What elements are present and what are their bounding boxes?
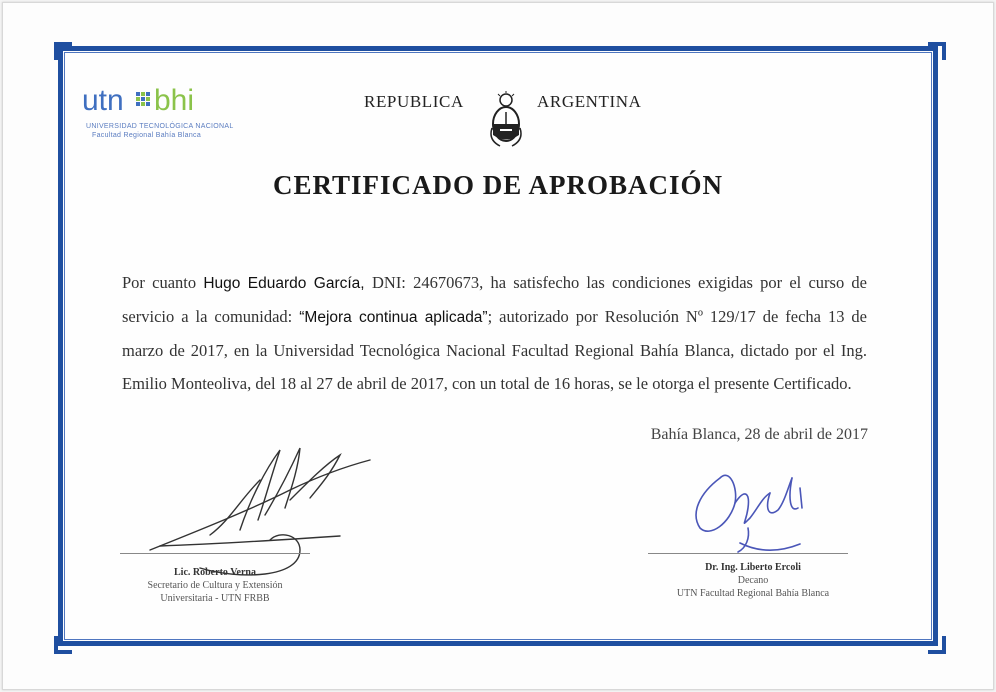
right-signature-line bbox=[648, 553, 848, 554]
logo-subtitle-line1: UNIVERSIDAD TECNOLÓGICA NACIONAL bbox=[86, 123, 234, 130]
right-signatory-role1: Decano bbox=[737, 575, 769, 586]
left-signature-line bbox=[120, 553, 310, 554]
body-text-4: ; autorizado por Resolución Nº 129/17 de fecha 13 de marzo de 2017, bbox=[122, 307, 867, 360]
body-certificado: Certificado bbox=[773, 374, 848, 393]
body-text-1: Por cuanto bbox=[122, 273, 204, 292]
certificate-body bbox=[122, 266, 867, 400]
right-signatory-role2: UTN Facultad Regional Bahía Blanca bbox=[676, 588, 830, 599]
logo-bhi-text: bhi bbox=[154, 84, 195, 117]
body-text-5: en la Universidad Tecnológica Nacional Facultad Regional bbox=[233, 341, 635, 360]
frame-corner bbox=[54, 42, 72, 60]
left-signatory-name: Lic. Roberto Verna bbox=[174, 567, 256, 578]
body-text-8: , con un total de 16 horas, se le otorga el presente bbox=[443, 374, 774, 393]
certificate-title: CERTIFICADO DE APROBACIÓN bbox=[272, 170, 724, 200]
left-signatory-role1: Secretario de Cultura y Extensión bbox=[147, 580, 283, 591]
body-text-3: , ha satisfecho las condiciones exigidas por el curso de servicio a la comunidad: bbox=[122, 273, 867, 326]
right-signatory bbox=[648, 561, 858, 600]
course-name: “Mejora continua aplicada” bbox=[299, 309, 488, 326]
frame-corner bbox=[54, 636, 72, 654]
header-argentina: ARGENTINA bbox=[537, 92, 642, 111]
header-republica: REPUBLICA bbox=[364, 92, 464, 111]
logo-subtitle-line2: Facultad Regional Bahía Blanca bbox=[92, 132, 202, 139]
logo-subtitle bbox=[86, 122, 234, 140]
issue-date: Bahía Blanca, 28 de abril de 2017 bbox=[650, 426, 868, 443]
argentina-coat-of-arms-icon bbox=[486, 90, 526, 150]
right-signature-icon bbox=[680, 448, 840, 568]
left-signatory bbox=[120, 566, 310, 605]
logo-grid-icon bbox=[136, 92, 150, 106]
body-dni: DNI: 24670673 bbox=[371, 273, 480, 292]
body-dates: del 18 al 27 de abril de 2017 bbox=[255, 374, 444, 393]
right-signatory-name: Dr. Ing. Liberto Ercoli bbox=[705, 562, 801, 573]
frame-corner bbox=[928, 636, 946, 654]
logo-utn-text: utn bbox=[82, 84, 124, 117]
left-signatory-role2: Universitaria - UTN FRBB bbox=[160, 593, 270, 604]
body-text-10: . bbox=[847, 374, 852, 393]
frame-corner bbox=[928, 42, 946, 60]
body-text-6: Bahía Blanca, dictado por el Ing. Emilio Monteoliva, bbox=[122, 341, 867, 393]
recipient-name: Hugo Eduardo García, bbox=[203, 275, 372, 292]
